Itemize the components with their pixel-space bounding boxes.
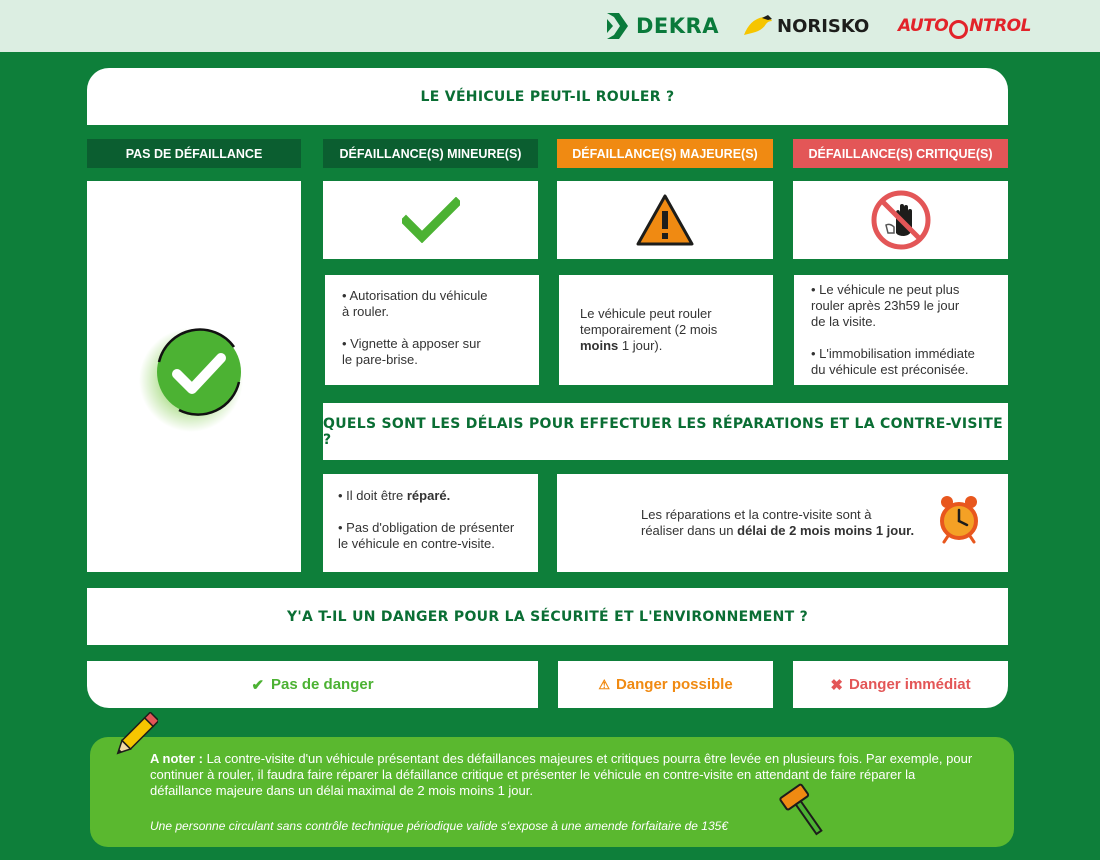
- eagle-icon: [742, 13, 774, 39]
- category-critical: DÉFAILLANCE(S) CRITIQUE(S): [793, 139, 1008, 168]
- delays-major-text-1: Les réparations et la contre-visite sont à: [641, 507, 872, 522]
- category-major: DÉFAILLANCE(S) MAJEURE(S): [557, 139, 773, 168]
- delays-minor-text-1-pre: • Il doit être: [338, 488, 407, 503]
- delays-major-text-2-bold: délai de 2 mois moins 1 jour.: [737, 523, 915, 538]
- no-defect-panel: [87, 181, 301, 572]
- stop-hand-icon: [870, 189, 932, 251]
- cross-mark-icon: ✖: [830, 676, 843, 694]
- warning-mark-icon: ⚠: [598, 676, 610, 692]
- norisko-logo: [742, 8, 869, 44]
- critical-info-box: [794, 275, 1008, 385]
- delays-minor-text-1-bold: réparé.: [406, 488, 451, 503]
- checkmark-icon: [402, 197, 460, 243]
- norisko-text: NORISKO: [777, 15, 870, 37]
- critical-text-4: • L'immobilisation immédiate: [811, 346, 975, 361]
- autocontrol-logo: [898, 8, 1031, 44]
- delays-major-text: [641, 507, 914, 539]
- danger-none-label: Pas de danger: [271, 676, 374, 693]
- delays-heading: QUELS SONT LES DÉLAIS POUR EFFECTUER LES RÉPARATIONS ET LA CONTRE-VISITE ?: [323, 415, 1003, 448]
- danger-heading: Y'A T-IL UN DANGER POUR LA SÉCURITÉ ET L'ENVIRONNEMENT ?: [286, 608, 809, 625]
- danger-possible-label: Danger possible: [615, 676, 733, 693]
- danger-banner: [87, 588, 1008, 645]
- critical-text-5: du véhicule est préconisée.: [811, 362, 969, 377]
- check-mark-icon: ✔: [251, 676, 265, 694]
- note-box: [90, 737, 1014, 847]
- minor-text-2: à rouler.: [342, 304, 389, 319]
- autocontrol-text-b: NTROL: [969, 16, 1031, 36]
- dekra-text: DEKRA: [636, 14, 719, 38]
- warning-triangle-icon: [636, 194, 694, 246]
- major-text-1: Le véhicule peut rouler: [580, 306, 712, 321]
- minor-info-box: [325, 275, 539, 385]
- page-title: LE VÉHICULE PEUT-IL ROULER ?: [420, 88, 675, 105]
- delays-major-text-2: [641, 523, 914, 539]
- check-badge-icon: [139, 322, 249, 432]
- brand-bar: [0, 0, 1100, 52]
- major-text-2: temporairement (2 mois: [580, 322, 718, 337]
- note-label: A noter :: [150, 751, 203, 766]
- delays-major-box: [557, 474, 1008, 572]
- danger-possible: [558, 661, 773, 708]
- critical-text-3: de la visite.: [811, 314, 877, 329]
- delays-minor-text-1: [338, 488, 538, 504]
- note-fine: Une personne circulant sans contrôle technique périodique valide s'expose à une amende forfaitaire de 135€: [150, 819, 729, 833]
- critical-text-2: rouler après 23h59 le jour: [811, 298, 960, 313]
- gavel-icon: [778, 781, 830, 841]
- delays-banner: [323, 403, 1008, 460]
- danger-immediate: [793, 661, 1008, 708]
- delays-major-text-2-pre: réaliser dans un: [641, 523, 738, 538]
- control-circle-icon: [949, 20, 968, 39]
- danger-immediate-label: Danger immédiat: [848, 676, 971, 693]
- title-card: [87, 68, 1008, 125]
- alarm-clock-icon: [938, 494, 980, 544]
- pencil-icon: [110, 712, 158, 762]
- minor-text-1: • Autorisation du véhicule: [342, 288, 488, 303]
- major-info-box: [559, 275, 773, 385]
- major-text-3-rest: 1 jour).: [618, 338, 663, 353]
- major-text-3-bold: moins: [580, 338, 619, 353]
- autocontrol-text-a: AUTO: [898, 16, 949, 36]
- minor-icon-box: [323, 181, 538, 259]
- danger-none: [87, 661, 538, 708]
- major-icon-box: [557, 181, 773, 259]
- critical-text-1: • Le véhicule ne peut plus: [811, 282, 960, 297]
- note-body: La contre-visite d'un véhicule présentant des défaillances majeures et critiques pourra être levée en plusieurs fois. Par exemple, pour continuer à rouler, il faudra faire réparer la défaillance critique et présenter le véhicule en contre-visite en attendant de faire réparer la défaillance majeure dans un délai maximal de 2 mois moins 1 jour.: [150, 751, 973, 798]
- delays-minor-box: [323, 474, 538, 572]
- major-text-3: [580, 338, 773, 354]
- note-text: [150, 751, 980, 799]
- dekra-arrow-icon: [604, 11, 630, 41]
- category-minor: DÉFAILLANCE(S) MINEURE(S): [323, 139, 538, 168]
- delays-minor-text-3: le véhicule en contre-visite.: [338, 536, 495, 551]
- dekra-logo: [604, 8, 719, 44]
- minor-text-3: • Vignette à apposer sur: [342, 336, 481, 351]
- critical-icon-box: [793, 181, 1008, 259]
- delays-minor-text-2: • Pas d'obligation de présenter: [338, 520, 515, 535]
- category-none: PAS DE DÉFAILLANCE: [87, 139, 301, 168]
- minor-text-4: le pare-brise.: [342, 352, 418, 367]
